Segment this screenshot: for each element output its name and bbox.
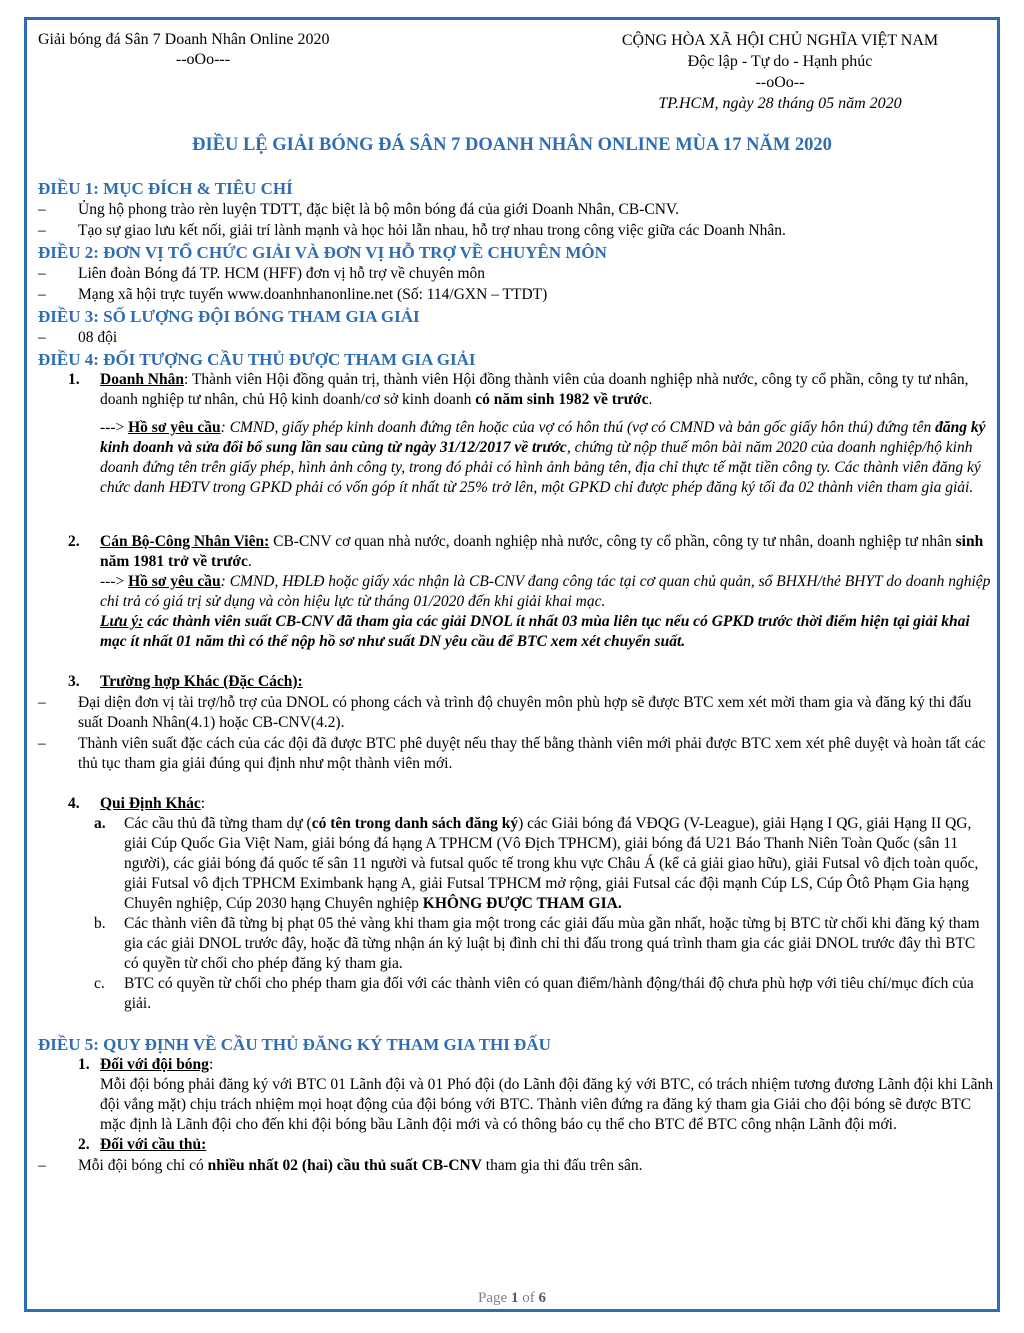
document-title: ĐIỀU LỆ GIẢI BÓNG ĐÁ SÂN 7 DOANH NHÂN ONLINE MÙA 17 NĂM 2020 <box>192 135 832 155</box>
sub-clause-letter: b. <box>94 915 106 932</box>
note-label: Lưu ý: <box>100 613 144 630</box>
requirements-text: , chứng từ nộp thuế môn bài năm 2020 của doanh nghiệp/hộ kinh doanh đứng tên trên giấy phép, hình ảnh công ty, trong đó phải có hình ảnh bảng tên, địa chỉ thực tế mặt tiền công ty. Các thành viên đăng ký chức danh HĐTV trong GPKD phải có vốn góp ít nhất từ 25% trở lên, một GPKD chỉ được phép đăng ký tối đa 02 thành viên tham gia giải. <box>100 439 981 496</box>
clause-colon: : <box>208 1056 214 1073</box>
clause-number: 4. <box>68 795 80 812</box>
clause-4-3 <box>38 672 993 692</box>
page-total: 6 <box>538 1290 546 1306</box>
list-item-text: Mỗi đội bóng chỉ có <box>78 1157 208 1174</box>
clause-label: Đối với đội bóng <box>100 1056 209 1073</box>
requirements-text: : CMND, HĐLĐ hoặc giấy xác nhận là CB-CNV đang công tác tại cơ quan chủ quản, sổ BHXH/thẻ BHYT do doanh nghiệp chi trả có giá trị sử dụng và còn hiệu lực từ tháng 01/2020 đến khi giải khai mạc. <box>100 573 991 610</box>
section-4-heading: ĐIỀU 4: ĐỐI TƯỢNG CẦU THỦ ĐƯỢC THAM GIA GIẢI <box>38 350 476 369</box>
requirements-label: Hồ sơ yêu cầu <box>128 419 221 436</box>
list-item-text: tham gia thi đấu trên sân. <box>481 1157 643 1174</box>
national-motto: Độc lập - Tự do - Hạnh phúc <box>687 53 873 70</box>
list-item: – Ủng hộ phong trào rèn luyện TDTT, đặc biệt là bộ môn bóng đá của giới Doanh Nhân, CB-CNV. <box>38 200 993 220</box>
list-item: – Đại diện đơn vị tài trợ/hỗ trợ của DNOL có phong cách và trình độ chuyên môn phù hợp sẽ được BTC xem xét mời tham gia và đăng ký thi đấu suất Doanh Nhân(4.1) hoặc CB-CNV(4.2). <box>38 693 993 733</box>
clause-number: 2. <box>78 1136 90 1153</box>
sub-clause-a <box>38 814 993 914</box>
list-item-emphasis: nhiều nhất 02 (hai) cầu thủ suất CB-CNV <box>207 1157 482 1174</box>
sub-clause-c <box>38 974 993 1014</box>
sub-clause-letter: a. <box>94 815 106 832</box>
list-item <box>38 1156 993 1176</box>
clause-5-2 <box>38 1135 993 1155</box>
list-item: – Liên đoàn Bóng đá TP. HCM (HFF) đơn vị hỗ trợ về chuyên môn <box>38 264 993 284</box>
clause-4-2 <box>38 532 993 572</box>
clause-4-2-requirements <box>38 572 993 612</box>
sub-clause-text: Các cầu thủ đã từng tham dự ( <box>124 815 312 832</box>
clause-label: Cán Bộ-Công Nhân Viên: <box>100 533 270 550</box>
clause-label: Đối với cầu thủ: <box>100 1136 207 1153</box>
clause-number: 3. <box>68 673 80 690</box>
clause-number: 1. <box>78 1056 90 1073</box>
sub-clause-emphasis: có tên trong danh sách đăng ký <box>311 815 519 832</box>
page-label: Page <box>478 1290 508 1306</box>
clause-text: : Thành viên Hội đồng quản trị, thành viên Hội đồng thành viên của doanh nghiệp nhà nước, công ty cổ phần, công ty tư nhân, doanh nghiệp tư nhân, chủ Hộ kinh doanh/cơ sở kinh doanh <box>100 371 969 408</box>
clause-4-1-requirements <box>38 418 993 498</box>
header-left <box>38 30 398 70</box>
clause-number: 1. <box>68 371 80 388</box>
arrow-marker: ---> <box>100 419 129 436</box>
sub-clause-text: ) các Giải bóng đá VĐQG (V-League), giải Hạng I QG, giải Hạng II QG, giải Cúp Quốc Gia Việt Nam, giải bóng đá hạng A TPHCM (Vô Địch TPHCM), giải bóng đá U21 Báo Thanh Niên Toàn Quốc (sân 11 người), các giải bóng đá quốc tế sân 11 người và futsal quốc tế trong khu vực Châu Á (kể cả giải giao hữu), giải Futsal vô địch toàn quốc, giải Futsal vô địch TPHCM Eximbank hạng A, giải Futsal TPHCM mở rộng, giải Futsal các đội mạnh Cúp LS, Cúp Ôtô Phạm Gia hạng Chuyên nghiệp, Cúp 2030 hạng Chuyên nghiệp <box>124 815 979 912</box>
section-5-heading: ĐIỀU 5: QUY ĐỊNH VỀ CẦU THỦ ĐĂNG KÝ THAM GIA THI ĐẤU <box>38 1035 551 1054</box>
sub-clause-b <box>38 914 993 974</box>
document-body <box>38 178 993 1177</box>
header-left-separator: --oOo--- <box>175 51 231 68</box>
clause-4-1 <box>38 370 993 410</box>
tournament-name: Giải bóng đá Sân 7 Doanh Nhân Online 2020 <box>38 31 330 48</box>
list-item: – Thành viên suất đặc cách của các đội đã được BTC phê duyệt nếu thay thế bằng thành viên mới phải được BTC xem xét phê duyệt và hoàn tất các thủ tục tham gia giải đúng qui định như một thành viên mới. <box>38 734 993 774</box>
clause-label: Qui Định Khác <box>100 795 201 812</box>
note-text: các thành viên suất CB-CNV đã tham gia các giải DNOL ít nhất 03 mùa liên tục nếu có GPKD trước thời điểm hiện tại giải khai mạc ít nhất 01 năm thì có thể nộp hồ sơ như suất DN yêu cầu để BTC xem xét chuyển suất. <box>100 613 970 650</box>
clause-label: Doanh Nhân <box>100 371 184 388</box>
clause-number: 2. <box>68 533 80 550</box>
clause-4-4 <box>38 794 993 814</box>
page-footer <box>0 1290 1024 1307</box>
clause-end: . <box>648 391 653 408</box>
clause-text: CB-CNV cơ quan nhà nước, doanh nghiệp nhà nước, công ty cổ phần, công ty tư nhân, doanh nghiệp tư nhân <box>269 533 956 550</box>
requirements-label: Hồ sơ yêu cầu <box>128 573 221 590</box>
sub-clause-text: Các thành viên đã từng bị phạt 05 thẻ vàng khi tham gia một trong các giải đấu mùa gần nhất, hoặc từng bị BTC từ chối khi đăng ký tham gia các giải DNOL trước đây, hoặc đã từng nhận án kỷ luật bị đình chỉ thi đấu trong quá trình tham gia các giải DNOL trước đây thì BTC có quyền từ chối cho phép đăng ký tham gia. <box>124 915 980 972</box>
clause-4-2-note <box>38 612 993 652</box>
document-date: TP.HCM, ngày 28 tháng 05 năm 2020 <box>658 95 902 112</box>
clause-colon: : <box>200 795 206 812</box>
requirements-emphasis: đăng ký kinh doanh và sửa đổi bổ sung lần sau cùng từ ngày 31/12/2017 về trước <box>100 419 986 456</box>
sub-clause-emphasis: KHÔNG ĐƯỢC THAM GIA. <box>422 895 622 912</box>
section-3-heading: ĐIỀU 3: SỐ LƯỢNG ĐỘI BÓNG THAM GIA GIẢI <box>38 307 420 326</box>
header-right-separator: --oOo-- <box>755 74 805 91</box>
page-number: 1 <box>510 1290 519 1306</box>
list-item: – Tạo sự giao lưu kết nối, giải trí lành mạnh và học hỏi lẫn nhau, hỗ trợ nhau trong công việc giữa các Doanh Nhân. <box>38 221 993 241</box>
list-item: – 08 đội <box>38 328 993 348</box>
clause-end: . <box>247 553 252 570</box>
national-title: CỘNG HÒA XÃ HỘI CHỦ NGHĨA VIỆT NAM <box>621 32 939 49</box>
section-1-heading: ĐIỀU 1: MỤC ĐÍCH & TIÊU CHÍ <box>38 179 293 198</box>
clause-emphasis: sinh năm 1981 trở về trước <box>100 533 984 570</box>
header-right <box>560 30 1000 114</box>
section-2-heading: ĐIỀU 2: ĐƠN VỊ TỔ CHỨC GIẢI VÀ ĐƠN VỊ HỖ TRỢ VỀ CHUYÊN MÔN <box>38 243 607 262</box>
clause-5-1-text: Mỗi đội bóng phải đăng ký với BTC 01 Lãnh đội và 01 Phó đội (do Lãnh đội đăng ký với BTC, có trách nhiệm tương đương Lãnh đội khi Lãnh đội vắng mặt) chịu trách nhiệm mọi hoạt động của đội bóng với BTC. Thành viên đứng ra đăng ký tham gia Giải cho đội bóng sẽ được BTC mặc định là Lãnh đội cho đến khi đội bóng bầu Lãnh đội mới và có thông báo cụ thể cho BTC để BTC công nhận Lãnh đội mới. <box>100 1076 993 1133</box>
list-item: – Mạng xã hội trực tuyến www.doanhnhanonline.net (Số: 114/GXN – TTDT) <box>38 285 993 305</box>
clause-5-1 <box>38 1055 993 1075</box>
requirements-text: : CMND, giấy phép kinh doanh đứng tên hoặc của vợ có hôn thú (vợ có CMND và bản gốc giấy hôn thú) đứng tên <box>220 419 936 436</box>
clause-emphasis: có năm sinh 1982 về trước <box>475 391 649 408</box>
clause-label: Trường hợp Khác (Đặc Cách): <box>100 673 303 690</box>
sub-clause-text: BTC có quyền từ chối cho phép tham gia đối với các thành viên có quan điểm/hành động/thái độ chưa phù hợp với tiêu chí/mục đích của giải. <box>124 975 974 1012</box>
sub-clause-letter: c. <box>94 975 105 992</box>
arrow-marker: ---> <box>100 573 129 590</box>
of-label: of <box>522 1290 535 1306</box>
